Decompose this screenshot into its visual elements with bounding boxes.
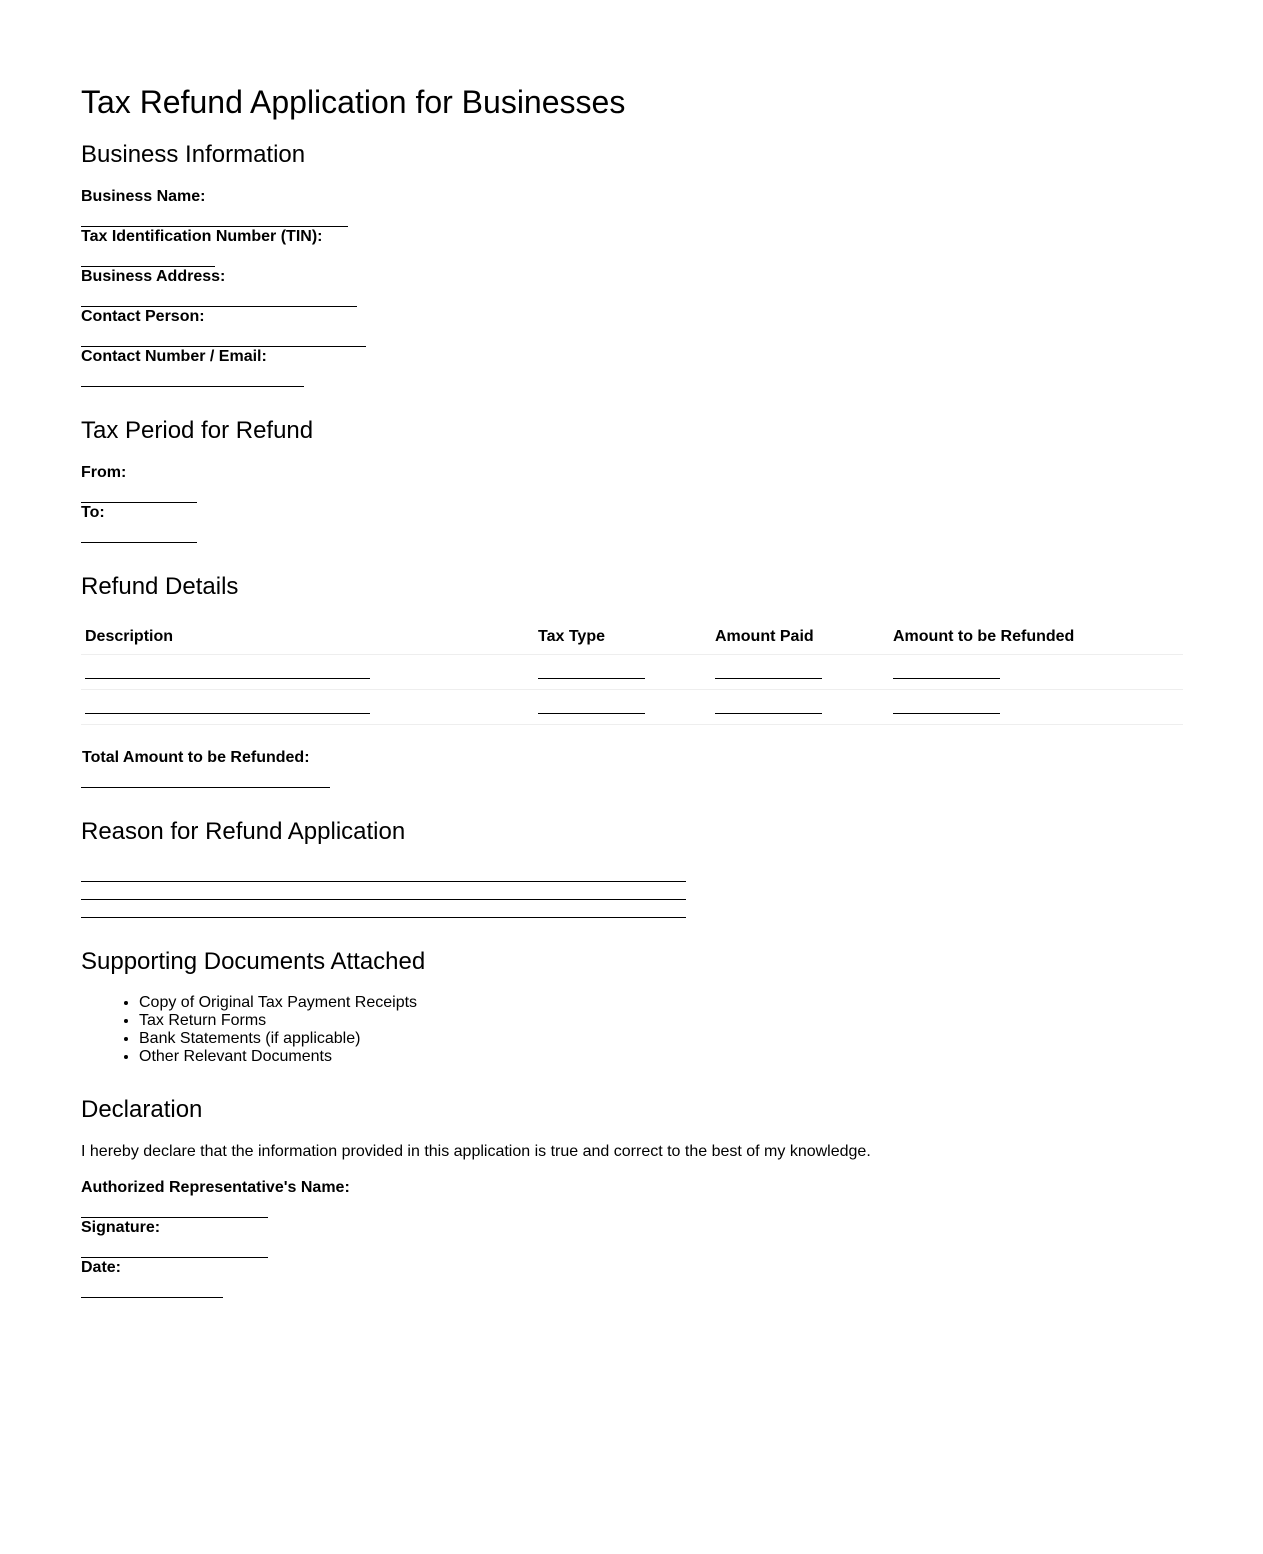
table-row xyxy=(81,655,1183,690)
reason-line-1[interactable] xyxy=(81,881,686,882)
column-header-description: Description xyxy=(81,620,534,655)
supporting-documents-list xyxy=(81,994,417,1066)
amount-paid-cell xyxy=(711,690,889,725)
amount-refunded-cell xyxy=(889,655,1183,690)
declaration-text: I hereby declare that the information provided in this application is true and correct to the best of my knowledge. xyxy=(81,1143,871,1160)
contact-person-label: Contact Person: xyxy=(81,308,205,325)
description-cell xyxy=(81,655,534,690)
amount-paid-cell xyxy=(711,655,889,690)
tax-type-field[interactable] xyxy=(538,713,645,714)
column-header-tax-type: Tax Type xyxy=(534,620,711,655)
amount-refunded-field[interactable] xyxy=(893,713,1000,714)
date-field[interactable] xyxy=(81,1297,223,1298)
tax-type-cell xyxy=(534,690,711,725)
table-header-row xyxy=(81,620,1183,655)
description-field[interactable] xyxy=(85,713,370,714)
page-title: Tax Refund Application for Businesses xyxy=(81,84,626,120)
to-label: To: xyxy=(81,504,105,521)
amount-refunded-field[interactable] xyxy=(893,678,1000,679)
reason-heading: Reason for Refund Application xyxy=(81,818,406,845)
signature-label: Signature: xyxy=(81,1219,161,1236)
business-address-label: Business Address: xyxy=(81,268,226,285)
list-item: • Bank Statements (if applicable) xyxy=(139,1030,417,1048)
table-row xyxy=(81,690,1183,725)
from-label: From: xyxy=(81,464,127,481)
to-date-field[interactable] xyxy=(81,542,197,543)
refund-details-heading: Refund Details xyxy=(81,573,239,600)
amount-paid-field[interactable] xyxy=(715,713,822,714)
list-item: • Tax Return Forms xyxy=(139,1012,417,1030)
column-header-amount-paid: Amount Paid xyxy=(711,620,889,655)
reason-line-2[interactable] xyxy=(81,899,686,900)
tax-type-field[interactable] xyxy=(538,678,645,679)
total-refund-label: Total Amount to be Refunded: xyxy=(82,749,310,766)
column-header-amount-refunded: Amount to be Refunded xyxy=(889,620,1183,655)
rep-name-label: Authorized Representative's Name: xyxy=(81,1179,350,1196)
contact-number-email-label: Contact Number / Email: xyxy=(81,348,267,365)
supporting-documents-heading: Supporting Documents Attached xyxy=(81,948,426,975)
business-name-label: Business Name: xyxy=(81,188,206,205)
tax-period-heading: Tax Period for Refund xyxy=(81,417,314,444)
reason-line-3[interactable] xyxy=(81,917,686,918)
refund-details-table xyxy=(81,620,1183,725)
list-item: • Copy of Original Tax Payment Receipts xyxy=(139,994,417,1012)
tax-type-cell xyxy=(534,655,711,690)
amount-paid-field[interactable] xyxy=(715,678,822,679)
business-information-heading: Business Information xyxy=(81,141,306,168)
list-item: • Other Relevant Documents xyxy=(139,1048,417,1066)
contact-number-email-field[interactable] xyxy=(81,386,304,387)
tin-label: Tax Identification Number (TIN): xyxy=(81,228,323,245)
declaration-heading: Declaration xyxy=(81,1096,203,1123)
total-refund-field[interactable] xyxy=(81,787,330,788)
date-label: Date: xyxy=(81,1259,122,1276)
description-cell xyxy=(81,690,534,725)
amount-refunded-cell xyxy=(889,690,1183,725)
description-field[interactable] xyxy=(85,678,370,679)
